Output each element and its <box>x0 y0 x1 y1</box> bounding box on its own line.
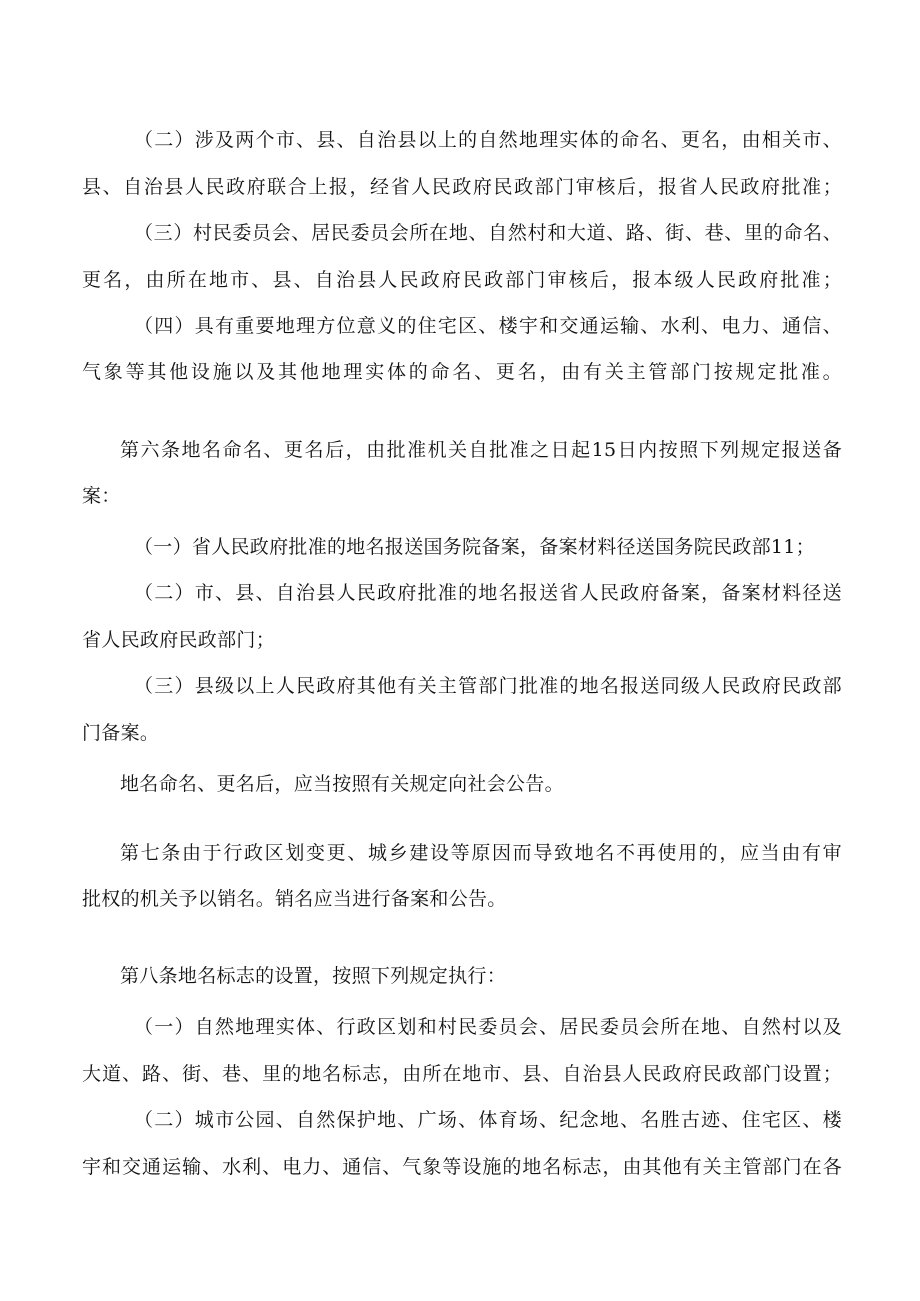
para-2-2-line-1: （二）涉及两个市、县、自治县以上的自然地理实体的命名、更名，由相关市、 <box>134 129 842 151</box>
article-6-line-2: 案： <box>82 485 121 507</box>
para-8-2-line-2: 宇和交通运输、水利、电力、通信、气象等设施的地名标志，由其他有关主管部门在各 <box>82 1156 842 1178</box>
para-2-3-line-1: （三）村民委员会、居民委员会所在地、自然村和大道、路、街、巷、里的命名、 <box>134 222 842 244</box>
para-8-1-line-1: （一）自然地理实体、行政区划和村民委员会、居民委员会所在地、自然村以及 <box>134 1016 842 1038</box>
para-2-4-line-1: （四）具有重要地理方位意义的住宅区、楼宇和交通运输、水利、电力、通信、 <box>134 315 842 337</box>
article-7-line-1: 第七条由于行政区划变更、城乡建设等原因而导致地名不再使用的，应当由有审 <box>120 842 842 864</box>
para-6-2-line-2: 省人民政府民政部门； <box>82 629 276 651</box>
para-6-2-line-1: （二）市、县、自治县人民政府批准的地名报送省人民政府备案，备案材料径送 <box>134 582 842 604</box>
para-8-2-line-1: （二）城市公园、自然保护地、广场、体育场、纪念地、名胜古迹、住宅区、楼 <box>134 1109 842 1131</box>
para-8-1-line-2: 大道、路、街、巷、里的地名标志，由所在地市、县、自治县人民政府民政部门设置； <box>82 1063 842 1085</box>
article-7-line-2: 批权的机关予以销名。销名应当进行备案和公告。 <box>82 888 507 910</box>
article-6-line-1: 第六条地名命名、更名后，由批准机关自批准之日起15日内按照下列规定报送备 <box>120 439 842 461</box>
para-2-4-line-2: 气象等其他设施以及其他地理实体的命名、更名，由有关主管部门按规定批准。 <box>82 361 842 383</box>
para-6-1-line-1: （一）省人民政府批准的地名报送国务院备案，备案材料径送国务院民政部11； <box>134 536 815 558</box>
para-6-3-line-1: （三）县级以上人民政府其他有关主管部门批准的地名报送同级人民政府民政部 <box>134 675 842 697</box>
article-8-line-1: 第八条地名标志的设置，按照下列规定执行： <box>120 965 507 987</box>
para-2-3-line-2: 更名，由所在地市、县、自治县人民政府民政部门审核后，报本级人民政府批准； <box>82 269 842 291</box>
para-2-2-line-2: 县、自治县人民政府联合上报，经省人民政府民政部门审核后，报省人民政府批准； <box>82 176 842 198</box>
para-6-note: 地名命名、更名后，应当按照有关规定向社会公告。 <box>120 773 564 795</box>
para-6-3-line-2: 门备案。 <box>82 722 160 744</box>
